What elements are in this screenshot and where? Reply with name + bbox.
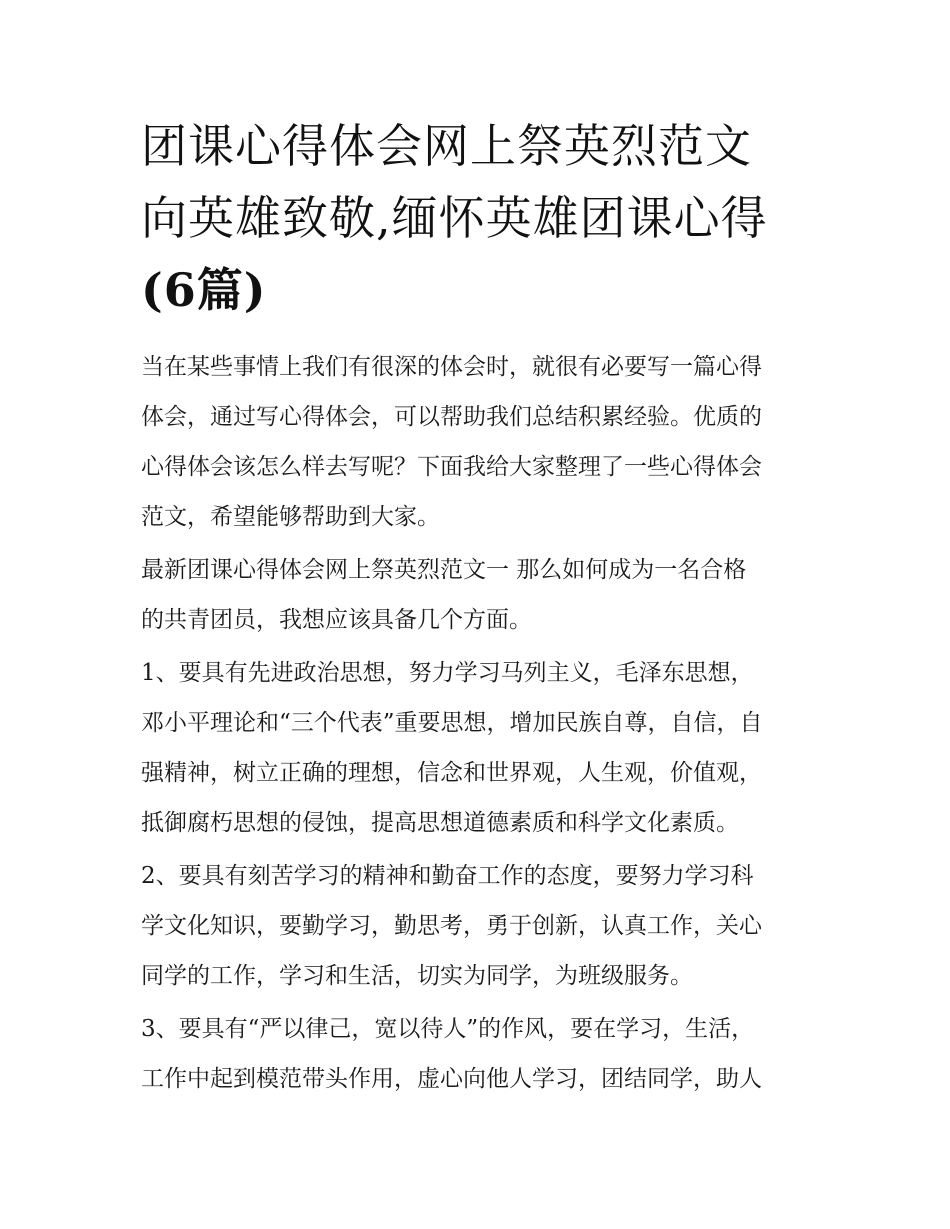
text-line: 体会，通过写心得体会，可以帮助我们总结积累经验。优质的 — [141, 404, 762, 430]
text-line: 强精神，树立正确的理想，信念和世界观，人生观，价值观， — [141, 760, 762, 786]
point-2-paragraph — [141, 851, 817, 1001]
text-line: 2、要具有刻苦学习的精神和勤奋工作的态度，要努力学习科 — [141, 863, 754, 889]
text-line: 邓小平理论和“三个代表”重要思想，增加民族自尊，自信，自 — [141, 710, 763, 736]
text-line: 3、要具有“严以律己，宽以待人”的作风，要在学习，生活， — [141, 1016, 755, 1042]
title-line: 向英雄致敬,缅怀英雄团课心得 — [141, 191, 768, 245]
title-line: 团课心得体会网上祭英烈范文 — [141, 119, 752, 173]
title-line: (6篇) — [141, 263, 267, 317]
text-line: 的共青团员，我想应该具备几个方面。 — [141, 607, 532, 633]
text-line: 范文，希望能够帮助到大家。 — [141, 504, 440, 530]
text-line: 1、要具有先进政治思想，努力学习马列主义，毛泽东思想， — [141, 660, 754, 686]
text-line: 当在某些事情上我们有很深的体会时，就很有必要写一篇心得 — [141, 354, 762, 380]
section-heading-paragraph — [141, 545, 817, 645]
point-1-paragraph — [141, 648, 817, 848]
text-line: 抵御腐朽思想的侵蚀，提高思想道德素质和科学文化素质。 — [141, 810, 739, 836]
intro-paragraph — [141, 342, 817, 542]
text-line: 最新团课心得体会网上祭英烈范文一 那么如何成为一名合格 — [141, 557, 747, 583]
text-line: 工作中起到模范带头作用，虚心向他人学习，团结同学，助人 — [141, 1066, 762, 1092]
text-line: 学文化知识，要勤学习，勤思考，勇于创新，认真工作，关心 — [141, 913, 762, 939]
point-3-paragraph — [141, 1004, 817, 1104]
document-page — [141, 110, 817, 1107]
text-line: 同学的工作，学习和生活，切实为同学，为班级服务。 — [141, 963, 693, 989]
text-line: 心得体会该怎么样去写呢？下面我给大家整理了一些心得体会 — [141, 454, 762, 480]
document-title — [141, 110, 817, 326]
